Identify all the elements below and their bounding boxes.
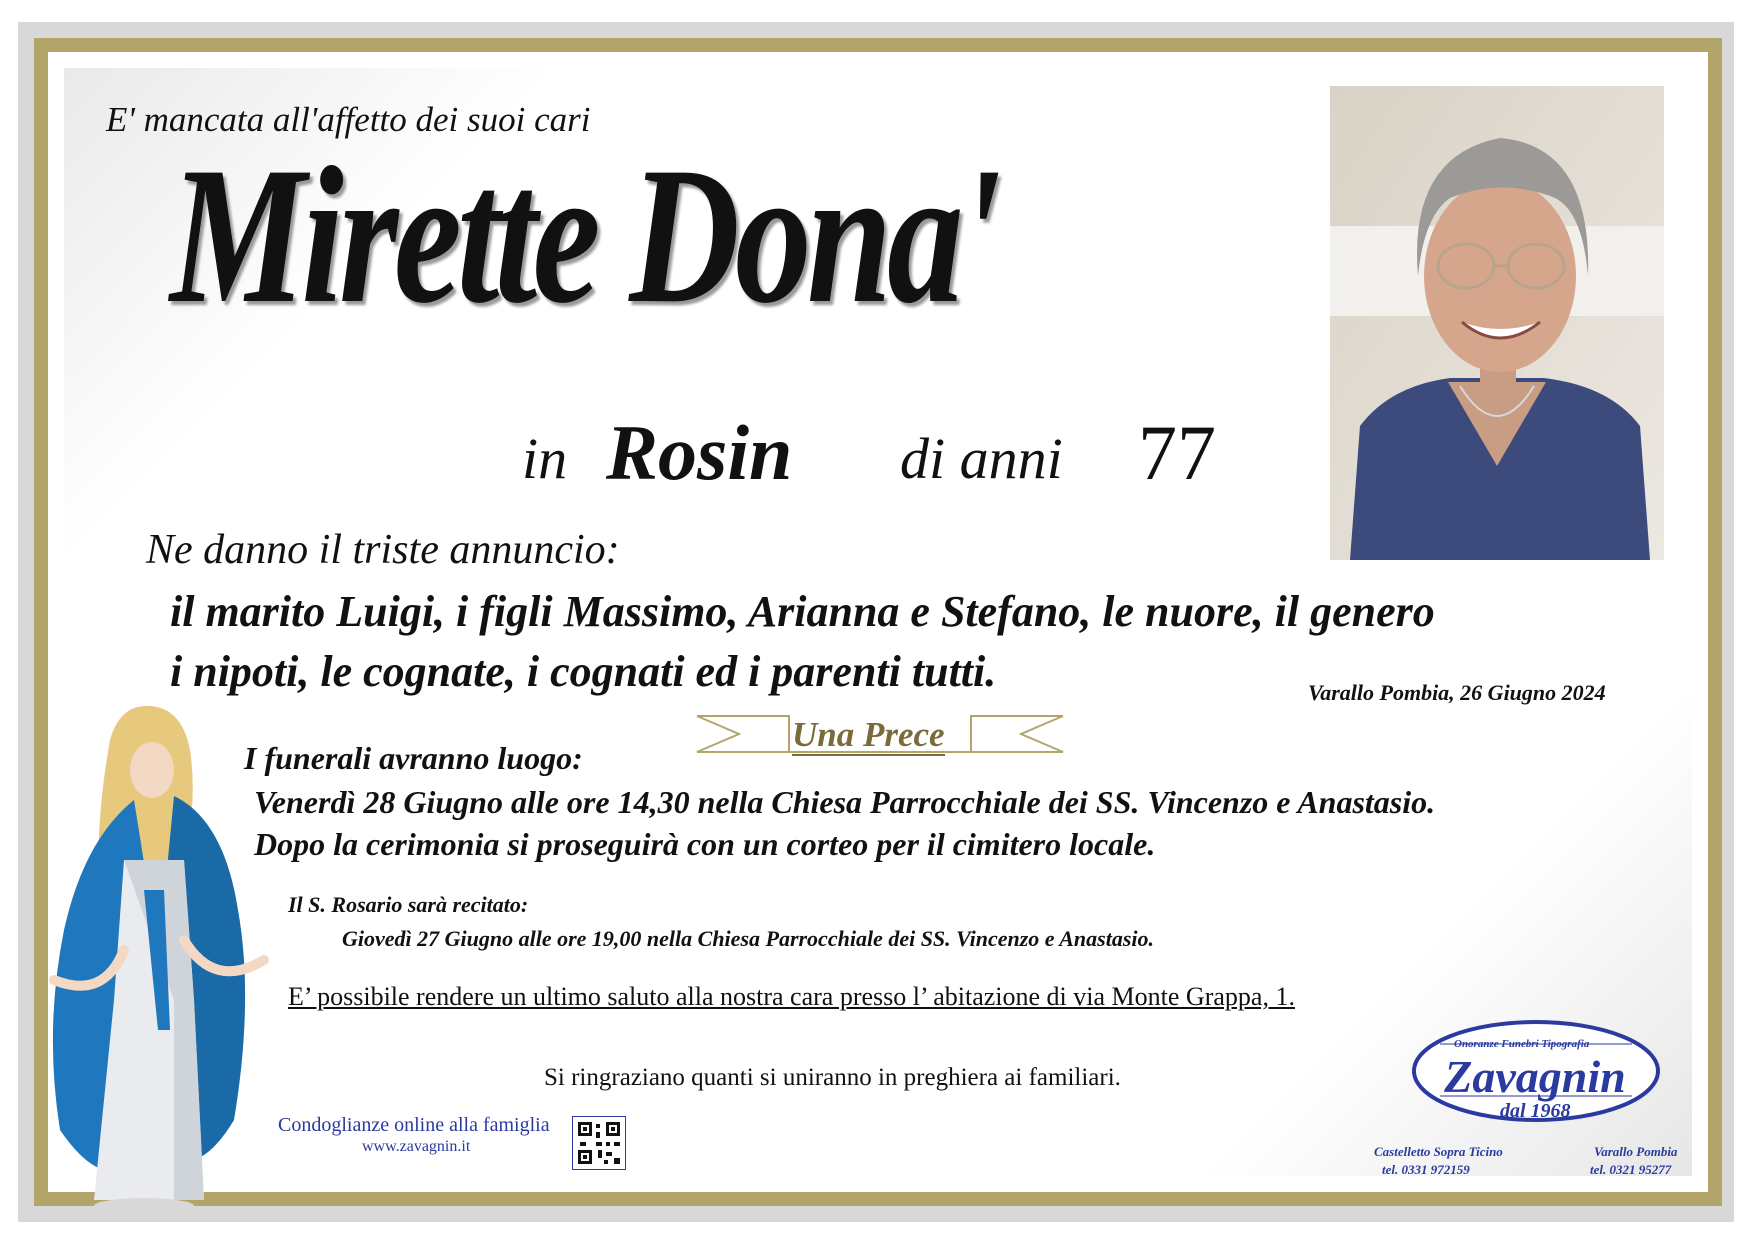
office-phone: tel. 0321 95277 [1590,1162,1672,1177]
intro-text: E' mancata all'affetto dei suoi cari [106,100,591,139]
announcement-title: Ne danno il triste annuncio: [146,527,620,573]
office-phone: tel. 0331 972159 [1382,1162,1470,1177]
deceased-name: Mirette Dona' [170,127,997,344]
prayer-label: Una Prece [792,715,945,754]
logo-tagline: Onoranze Funebri Tipografia [1454,1038,1590,1050]
qr-code-icon[interactable] [572,1116,626,1170]
rosary-title: Il S. Rosario sarà recitato: [288,892,529,917]
age-value: 77 [1138,409,1216,496]
thanks-text: Si ringraziano quanti si uniranno in preghiera ai familiari. [544,1064,1121,1091]
family-line-1: il marito Luigi, i figli Massimo, Arianna e Stefano, le nuore, il genero [170,587,1435,636]
logo-name: Zavagnin [1444,1051,1626,1102]
logo-since: dal 1968 [1500,1100,1571,1122]
office-city: Varallo Pombia [1594,1144,1678,1159]
office-city: Castelletto Sopra Ticino [1374,1144,1503,1159]
portrait-photo [1330,86,1664,560]
funeral-line-1: Venerdì 28 Giugno alle ore 14,30 nella Chiesa Parrocchiale dei SS. Vincenzo e Anastasio. [254,784,1436,820]
place-date: Varallo Pombia, 26 Giugno 2024 [1308,680,1606,705]
online-condolences-label: Condoglianze online alla famiglia [278,1114,550,1136]
visit-note: E’ possibile rendere un ultimo saluto alla nostra cara presso l’ abitazione di via Monte Grappa, 1. [288,982,1295,1011]
funeral-line-2: Dopo la cerimonia si proseguirà con un corteo per il cimitero locale. [254,826,1156,862]
family-line-2: i nipoti, le cognate, i cognati ed i parenti tutti. [170,647,997,696]
age-prefix: di anni [900,426,1063,491]
madonna-image [24,700,294,1220]
rosary-line: Giovedì 27 Giugno alle ore 19,00 nella Chiesa Parrocchiale dei SS. Vincenzo e Anastasio. [342,926,1155,951]
website-link[interactable]: www.zavagnin.it [362,1138,471,1155]
funeral-title: I funerali avranno luogo: [244,740,583,776]
married-prefix: in [522,426,568,491]
married-name: Rosin [606,409,793,496]
